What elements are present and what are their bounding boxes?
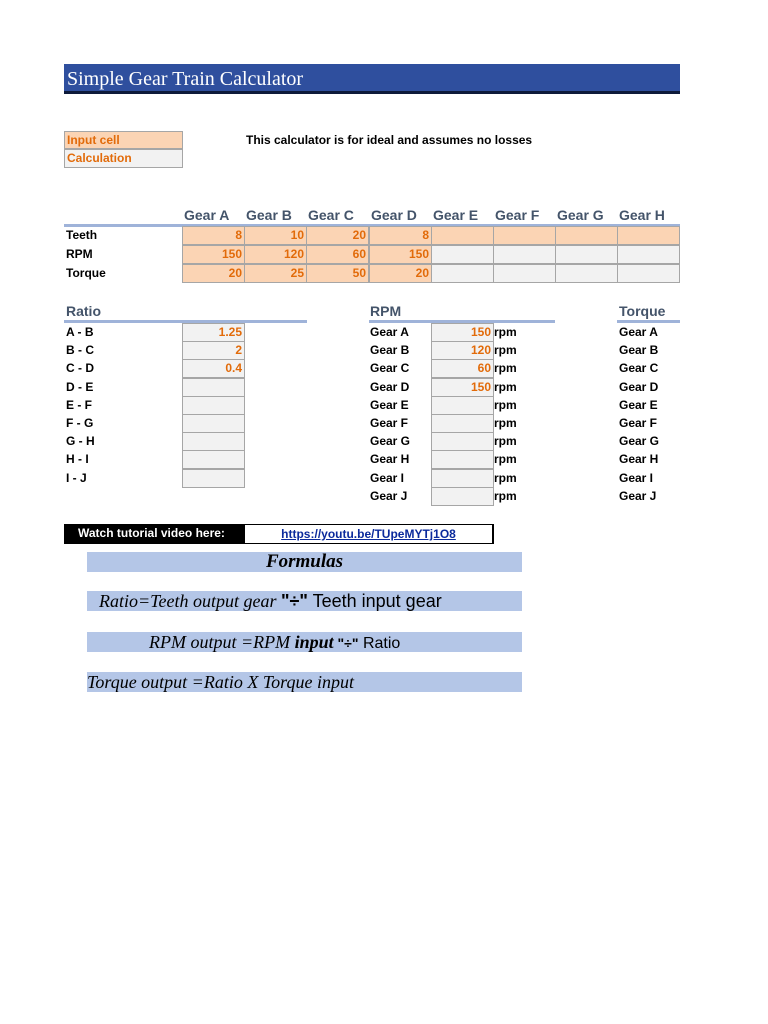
- torque-input-cell[interactable]: [555, 264, 618, 283]
- torque-input-cell[interactable]: 25: [244, 264, 307, 283]
- rpm-unit-label: rpm: [494, 452, 517, 467]
- teeth-input-cell[interactable]: 8: [369, 226, 432, 245]
- formula-rpm-operator: "÷": [333, 635, 359, 651]
- formula-rpm-input: input: [294, 632, 334, 652]
- ratio-value-cell: [182, 469, 245, 488]
- rpm-gear-label: Gear E: [370, 397, 409, 412]
- ratio-value-cell: [182, 414, 245, 433]
- teeth-input-cell[interactable]: [493, 226, 556, 245]
- rpm-value-cell: 150: [431, 323, 494, 342]
- torque-gear-label: Gear D: [619, 379, 659, 394]
- rpm-value-cell: [431, 432, 494, 451]
- ratio-value-cell: [182, 378, 245, 397]
- rpm-input-cell[interactable]: [555, 245, 618, 264]
- formula-ratio-operator: "÷": [280, 591, 308, 611]
- row-label-rpm: RPM: [66, 247, 93, 261]
- formula-ratio: [87, 591, 522, 611]
- formula-torque-math: Torque output =Ratio X Torque input: [87, 672, 355, 692]
- torque-input-cell[interactable]: 20: [182, 264, 245, 283]
- ratio-header: Ratio: [66, 303, 101, 319]
- teeth-input-cell[interactable]: 20: [306, 226, 369, 245]
- teeth-input-cell[interactable]: 10: [244, 226, 307, 245]
- gear-column-header: Gear A: [184, 207, 230, 223]
- ratio-pair-label: F - G: [66, 416, 94, 430]
- rpm-value-cell: [431, 414, 494, 433]
- title-bar: [64, 64, 680, 94]
- rpm-unit-label: rpm: [494, 434, 517, 449]
- row-label-teeth: Teeth: [66, 228, 98, 242]
- rpm-unit-label: rpm: [494, 379, 517, 394]
- ratio-value-cell: 1.25: [182, 323, 245, 342]
- rpm-input-cell[interactable]: 150: [369, 245, 432, 264]
- gear-column-header: Gear D: [371, 207, 417, 223]
- rpm-value-cell: [431, 487, 494, 506]
- tutorial-label: Watch tutorial video here:: [78, 526, 225, 540]
- ratio-pair-label: G - H: [66, 434, 95, 449]
- rpm-gear-label: Gear G: [370, 434, 411, 449]
- torque-gear-label: Gear C: [619, 361, 659, 376]
- legend-input-cell: Input cell: [64, 131, 183, 149]
- torque-gear-label: Gear E: [619, 397, 658, 412]
- rpm-gear-label: Gear B: [370, 343, 410, 358]
- rpm-gear-label: Gear D: [370, 379, 410, 394]
- rpm-unit-label: rpm: [494, 325, 517, 339]
- formula-ratio-math: Ratio=Teeth output gear: [99, 591, 281, 611]
- tutorial-link[interactable]: https://youtu.be/TUpeMYTj1O8: [281, 527, 456, 541]
- formulas-heading: Formulas: [265, 551, 344, 572]
- disclaimer-note: This calculator is for ideal and assumes no losses: [246, 133, 533, 147]
- ratio-pair-label: I - J: [66, 470, 87, 485]
- ratio-value-cell: [182, 396, 245, 415]
- torque-gear-label: Gear H: [619, 452, 659, 467]
- rpm-unit-label: rpm: [494, 361, 517, 376]
- ratio-pair-label: A - B: [66, 325, 94, 339]
- torque-input-cell[interactable]: [493, 264, 556, 283]
- rpm-gear-label: Gear H: [370, 452, 410, 467]
- ratio-value-cell: [182, 432, 245, 451]
- rpm-input-cell[interactable]: 60: [306, 245, 369, 264]
- rpm-value-cell: 150: [431, 378, 494, 397]
- ratio-pair-label: E - F: [66, 397, 92, 412]
- ratio-value-cell: 0.4: [182, 359, 245, 378]
- formula-ratio-text: Teeth input gear: [307, 591, 442, 611]
- formulas-heading-bar: [87, 552, 522, 572]
- page-title: Simple Gear Train Calculator: [67, 68, 304, 90]
- rpm-unit-label: rpm: [494, 397, 517, 412]
- torque-header-rule: [617, 320, 680, 323]
- torque-header: Torque: [619, 303, 666, 319]
- rpm-gear-label: Gear I: [370, 470, 405, 485]
- torque-input-cell[interactable]: [617, 264, 680, 283]
- rpm-input-cell[interactable]: [617, 245, 680, 264]
- rpm-input-cell[interactable]: [493, 245, 556, 264]
- gear-column-header: Gear F: [495, 207, 540, 223]
- teeth-input-cell[interactable]: 8: [182, 226, 245, 245]
- torque-input-cell[interactable]: [431, 264, 494, 283]
- formula-rpm: [87, 632, 522, 652]
- teeth-input-cell[interactable]: [555, 226, 618, 245]
- teeth-input-cell[interactable]: [617, 226, 680, 245]
- gear-column-header: Gear G: [557, 207, 604, 223]
- formula-rpm-text: Ratio: [358, 635, 401, 652]
- rpm-gear-label: Gear C: [370, 361, 410, 376]
- gear-column-header: Gear E: [433, 207, 479, 223]
- gear-column-header: Gear C: [308, 207, 354, 223]
- rpm-unit-label: rpm: [494, 470, 517, 485]
- rpm-unit-label: rpm: [494, 343, 517, 358]
- rpm-unit-label: rpm: [494, 416, 517, 430]
- torque-gear-label: Gear J: [619, 488, 657, 503]
- torque-input-cell[interactable]: 50: [306, 264, 369, 283]
- ratio-pair-label: B - C: [66, 343, 94, 358]
- formula-rpm-math: RPM output =RPM: [149, 632, 295, 652]
- ratio-pair-label: H - I: [66, 452, 89, 467]
- tutorial-bar: [64, 524, 494, 544]
- ratio-value-cell: 2: [182, 341, 245, 360]
- rpm-gear-label: Gear F: [370, 416, 409, 430]
- row-label-torque: Torque: [66, 266, 106, 280]
- gear-column-header: Gear H: [619, 207, 665, 223]
- gear-column-header: Gear B: [246, 207, 292, 223]
- rpm-gear-label: Gear J: [370, 488, 408, 503]
- ratio-pair-label: C - D: [66, 361, 94, 376]
- rpm-header: RPM: [370, 303, 402, 319]
- rpm-input-cell[interactable]: [431, 245, 494, 264]
- torque-gear-label: Gear A: [619, 325, 658, 339]
- rpm-value-cell: 120: [431, 341, 494, 360]
- legend-calculation-cell: Calculation: [64, 149, 183, 168]
- rpm-gear-label: Gear A: [370, 325, 409, 339]
- rpm-value-cell: [431, 469, 494, 488]
- torque-gear-label: Gear I: [619, 470, 654, 485]
- rpm-value-cell: [431, 396, 494, 415]
- rpm-unit-label: rpm: [494, 488, 517, 503]
- rpm-input-cell[interactable]: 150: [182, 245, 245, 264]
- torque-input-cell[interactable]: 20: [369, 264, 432, 283]
- ratio-value-cell: [182, 450, 245, 469]
- rpm-input-cell[interactable]: 120: [244, 245, 307, 264]
- torque-gear-label: Gear G: [619, 434, 660, 449]
- torque-gear-label: Gear F: [619, 416, 658, 430]
- ratio-pair-label: D - E: [66, 379, 94, 394]
- formula-torque: [87, 672, 522, 692]
- torque-gear-label: Gear B: [619, 343, 659, 358]
- rpm-value-cell: 60: [431, 359, 494, 378]
- teeth-input-cell[interactable]: [431, 226, 494, 245]
- rpm-value-cell: [431, 450, 494, 469]
